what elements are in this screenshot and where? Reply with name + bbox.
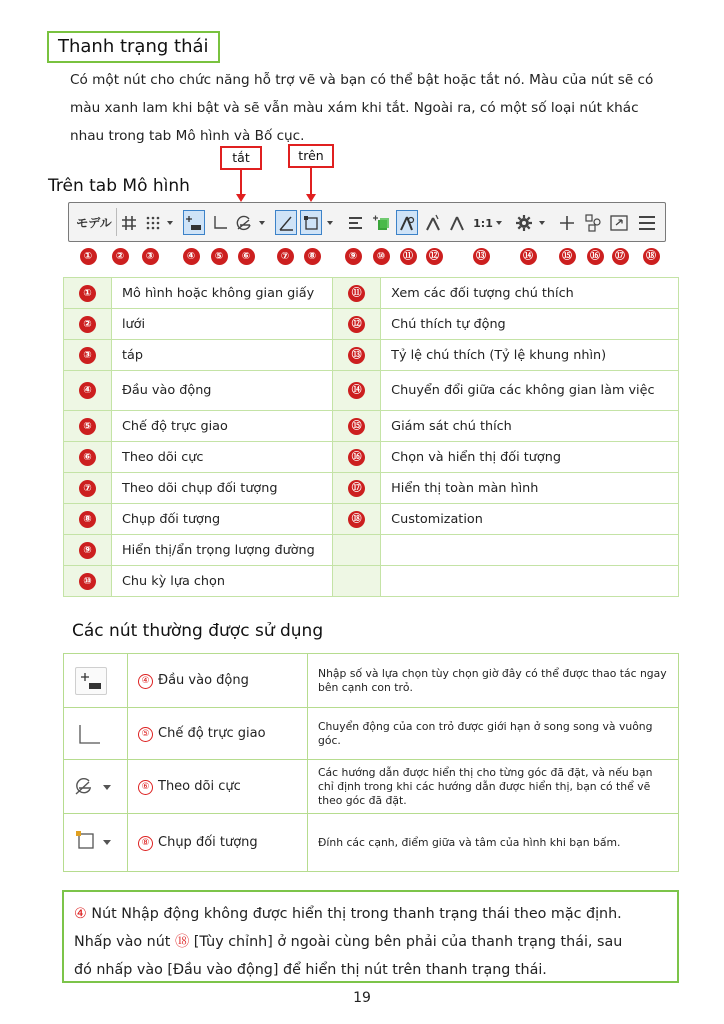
model-space-button[interactable]: モデル	[76, 215, 112, 230]
number-cell	[333, 411, 381, 442]
number-badge: ④	[138, 674, 153, 689]
customization-icon[interactable]	[635, 211, 659, 235]
number-cell	[333, 566, 381, 597]
number-badge: ③	[79, 347, 96, 364]
number-badge: ⑨	[79, 542, 96, 559]
number-badge: ⑪	[348, 285, 365, 302]
intro-line: Có một nút cho chức năng hỗ trợ vẽ và bạn có thể bật hoặc tắt nó. Màu của nút sẽ có	[70, 72, 654, 88]
number-badge: ⑦	[79, 480, 96, 497]
button-name-cell	[128, 760, 308, 814]
number-cell	[64, 442, 112, 473]
status-bar	[68, 202, 666, 242]
toolbar-number-badge: ⑨	[345, 248, 362, 265]
description-text: Giám sát chú thích	[391, 418, 512, 434]
lineweight-icon[interactable]	[344, 211, 368, 235]
description-text: Xem các đối tượng chú thích	[391, 285, 574, 301]
table-row	[64, 708, 679, 760]
number-cell	[333, 504, 381, 535]
description-text: lưới	[122, 316, 146, 332]
table-row	[64, 411, 679, 442]
description-text: Chuyển đổi giữa các không gian làm việc	[391, 383, 655, 398]
note-text: [Tùy chỉnh] ở ngoài cùng bên phải của thanh trạng thái, sau	[193, 934, 623, 950]
description-cell	[112, 278, 333, 309]
ortho-icon[interactable]	[208, 211, 232, 235]
number-badge: ⑩	[79, 573, 96, 590]
description-text: Hiển thị toàn màn hình	[391, 480, 539, 496]
button-name: Theo dõi cực	[158, 778, 241, 794]
number-cell	[333, 473, 381, 504]
toolbar-number-badge: ⑩	[373, 248, 390, 265]
table-row	[64, 566, 679, 597]
description-cell	[112, 340, 333, 371]
snap-dropdown-caret[interactable]	[167, 221, 173, 225]
description-cell	[112, 411, 333, 442]
icon-cell	[64, 814, 128, 872]
callout-on-arrow	[310, 168, 312, 195]
note-text: Nhấp vào nút	[74, 934, 171, 950]
button-name-cell	[128, 814, 308, 872]
button-name: Chụp đối tượng	[158, 834, 258, 850]
number-cell	[333, 278, 381, 309]
description-text: Chọn và hiển thị đối tượng	[391, 449, 561, 465]
toolbar-number-badge: ⑬	[473, 248, 490, 265]
callout-on: trên	[288, 144, 334, 168]
common-buttons-heading: Các nút thường được sử dụng	[72, 621, 324, 641]
callout-off-arrowhead	[236, 194, 246, 202]
number-cell	[333, 371, 381, 411]
button-name: Chế độ trực giao	[158, 725, 266, 741]
section-title: Thanh trạng thái	[47, 31, 220, 63]
auto-scale-icon[interactable]	[421, 211, 445, 235]
table-row	[64, 504, 679, 535]
table-row	[64, 654, 679, 708]
description-cell	[381, 473, 679, 504]
toolbar-number-badge: ⑱	[643, 248, 660, 265]
intro-paragraph	[70, 66, 690, 150]
table-row	[64, 814, 679, 872]
description-cell	[381, 504, 679, 535]
toolbar-number-badge: ③	[142, 248, 159, 265]
polar-dropdown-caret[interactable]	[259, 221, 265, 225]
button-description: Nhập số và lựa chọn tùy chọn giờ đây có thể được thao tác ngay bên cạnh con trỏ.	[308, 654, 679, 708]
description-cell	[381, 278, 679, 309]
number-cell	[64, 535, 112, 566]
workspace-dropdown-caret[interactable]	[539, 221, 545, 225]
number-badge: ⑫	[348, 316, 365, 333]
description-text: Theo dõi cực	[122, 449, 204, 465]
toolbar-number-badge: ⑯	[587, 248, 604, 265]
description-text: Đầu vào động	[122, 383, 212, 398]
description-cell	[112, 371, 333, 411]
description-text: táp	[122, 347, 143, 363]
number-badge: ⑧	[138, 836, 153, 851]
reference-table	[63, 277, 679, 597]
model-tab-heading: Trên tab Mô hình	[48, 176, 190, 196]
table-row	[64, 442, 679, 473]
number-cell	[64, 473, 112, 504]
button-name-cell	[128, 654, 308, 708]
number-cell	[64, 566, 112, 597]
number-badge: ④	[79, 382, 96, 399]
dynamic-input-icon[interactable]	[183, 210, 205, 235]
description-text: Hiển thị/ẩn trọng lượng đường	[122, 542, 315, 558]
note-line	[74, 928, 667, 956]
description-cell	[381, 535, 679, 566]
toolbar-number-badge: ②	[112, 248, 129, 265]
intro-line: màu xanh lam khi bật và sẽ vẫn màu xám khi tắt. Ngoài ra, có một số loại nút khác	[70, 100, 639, 116]
number-badge: ⑤	[138, 727, 153, 742]
number-badge: ②	[79, 316, 96, 333]
number-badge: ④	[74, 906, 87, 922]
callout-on-arrowhead	[306, 194, 316, 202]
description-cell	[381, 309, 679, 340]
snap-icon[interactable]	[141, 211, 165, 235]
toolbar-number-badge: ⑪	[400, 248, 417, 265]
toolbar-number-badge: ④	[183, 248, 200, 265]
annotation-monitor-icon[interactable]	[555, 211, 579, 235]
note-text: Nút Nhập động không được hiển thị trong thanh trạng thái theo mặc định.	[91, 906, 622, 922]
annotation-scale-icon[interactable]	[445, 211, 469, 235]
number-cell	[64, 371, 112, 411]
description-cell	[381, 442, 679, 473]
object-snap-tracking-icon[interactable]	[275, 210, 297, 235]
number-badge: ⑬	[348, 347, 365, 364]
callout-off-arrow	[240, 170, 242, 195]
annotation-visibility-icon[interactable]	[396, 210, 418, 235]
number-badge: ⑤	[79, 418, 96, 435]
description-cell	[381, 340, 679, 371]
annotation-scale-value[interactable]: 1:1	[473, 216, 493, 230]
button-name: Đầu vào động	[158, 672, 249, 688]
description-cell	[112, 566, 333, 597]
toolbar-number-badge: ⑧	[304, 248, 321, 265]
object-snap-dropdown-caret[interactable]	[327, 221, 333, 225]
number-cell	[64, 340, 112, 371]
button-description: Đính các cạnh, điểm giữa và tâm của hình khi bạn bấm.	[308, 814, 679, 872]
table-row	[64, 278, 679, 309]
page-number: 19	[353, 990, 371, 1006]
toolbar-number-badge: ⑰	[612, 248, 629, 265]
intro-line: nhau trong tab Mô hình và Bố cục.	[70, 128, 305, 144]
icon-cell	[64, 708, 128, 760]
button-name-cell	[128, 708, 308, 760]
button-description: Các hướng dẫn được hiển thị cho từng góc đã đặt, và nếu bạn chỉ định trong khi các hướng dẫn được hiển thị, bạn có thể vẽ theo góc đã đặt.	[308, 760, 679, 814]
object-snap-icon	[71, 828, 119, 858]
description-text: Chú thích tự động	[391, 316, 506, 332]
table-row	[64, 760, 679, 814]
table-row	[64, 371, 679, 411]
icon-cell	[64, 654, 128, 708]
toolbar-number-badge: ⑥	[238, 248, 255, 265]
toolbar-number-badge: ⑫	[426, 248, 443, 265]
dynamic-input-icon	[75, 667, 107, 695]
number-cell	[333, 442, 381, 473]
note-line	[74, 900, 667, 928]
annotation-scale-dropdown-caret[interactable]	[496, 221, 502, 225]
isolate-objects-icon[interactable]	[581, 211, 605, 235]
description-cell	[112, 442, 333, 473]
number-badge: ⑱	[174, 934, 190, 950]
description-text: Chụp đối tượng	[122, 511, 221, 527]
number-cell	[64, 504, 112, 535]
note-line: đó nhấp vào [Đầu vào động] để hiển thị nút trên thanh trạng thái.	[74, 962, 547, 978]
description-text: Tỷ lệ chú thích (Tỷ lệ khung nhìn)	[391, 347, 607, 363]
table-row	[64, 309, 679, 340]
description-cell	[112, 309, 333, 340]
description-cell	[112, 504, 333, 535]
number-badge: ⑰	[348, 480, 365, 497]
number-badge: ⑯	[348, 449, 365, 466]
toolbar-number-badge: ⑭	[520, 248, 537, 265]
number-badge: ①	[79, 285, 96, 302]
grid-icon[interactable]	[117, 211, 141, 235]
description-text: Chế độ trực giao	[122, 418, 228, 434]
selection-cycling-icon[interactable]	[369, 211, 393, 235]
number-badge: ⑥	[79, 449, 96, 466]
number-badge: ⑱	[348, 511, 365, 528]
fullscreen-icon[interactable]	[607, 211, 631, 235]
table-row	[64, 535, 679, 566]
description-cell	[112, 535, 333, 566]
table-row	[64, 340, 679, 371]
description-text: Chu kỳ lựa chọn	[122, 573, 225, 589]
number-cell	[333, 309, 381, 340]
description-cell	[381, 411, 679, 442]
object-snap-icon[interactable]	[300, 210, 322, 235]
number-cell	[64, 278, 112, 309]
number-cell	[333, 340, 381, 371]
ortho-icon	[74, 719, 104, 749]
number-badge: ⑧	[79, 511, 96, 528]
description-cell	[112, 473, 333, 504]
description-cell	[381, 566, 679, 597]
toolbar-number-badge: ⑦	[277, 248, 294, 265]
number-badge: ⑮	[348, 418, 365, 435]
polar-icon[interactable]	[232, 211, 256, 235]
button-description: Chuyển động của con trỏ được giới hạn ở song song và vuông góc.	[308, 708, 679, 760]
icon-cell	[64, 760, 128, 814]
description-cell	[381, 371, 679, 411]
description-text: Mô hình hoặc không gian giấy	[122, 285, 315, 301]
number-badge: ⑭	[348, 382, 365, 399]
common-buttons-table	[63, 653, 679, 872]
number-badge: ⑥	[138, 780, 153, 795]
description-text: Customization	[391, 511, 483, 527]
number-cell	[64, 411, 112, 442]
table-row	[64, 473, 679, 504]
number-cell	[333, 535, 381, 566]
note-box	[62, 890, 679, 983]
callout-off: tắt	[220, 146, 262, 170]
polar-icon	[71, 772, 119, 802]
number-cell	[64, 309, 112, 340]
workspace-gear-icon[interactable]	[512, 211, 536, 235]
description-text: Theo dõi chụp đối tượng	[122, 480, 278, 496]
toolbar-number-badge: ①	[80, 248, 97, 265]
toolbar-number-badge: ⑮	[559, 248, 576, 265]
toolbar-number-badge: ⑤	[211, 248, 228, 265]
